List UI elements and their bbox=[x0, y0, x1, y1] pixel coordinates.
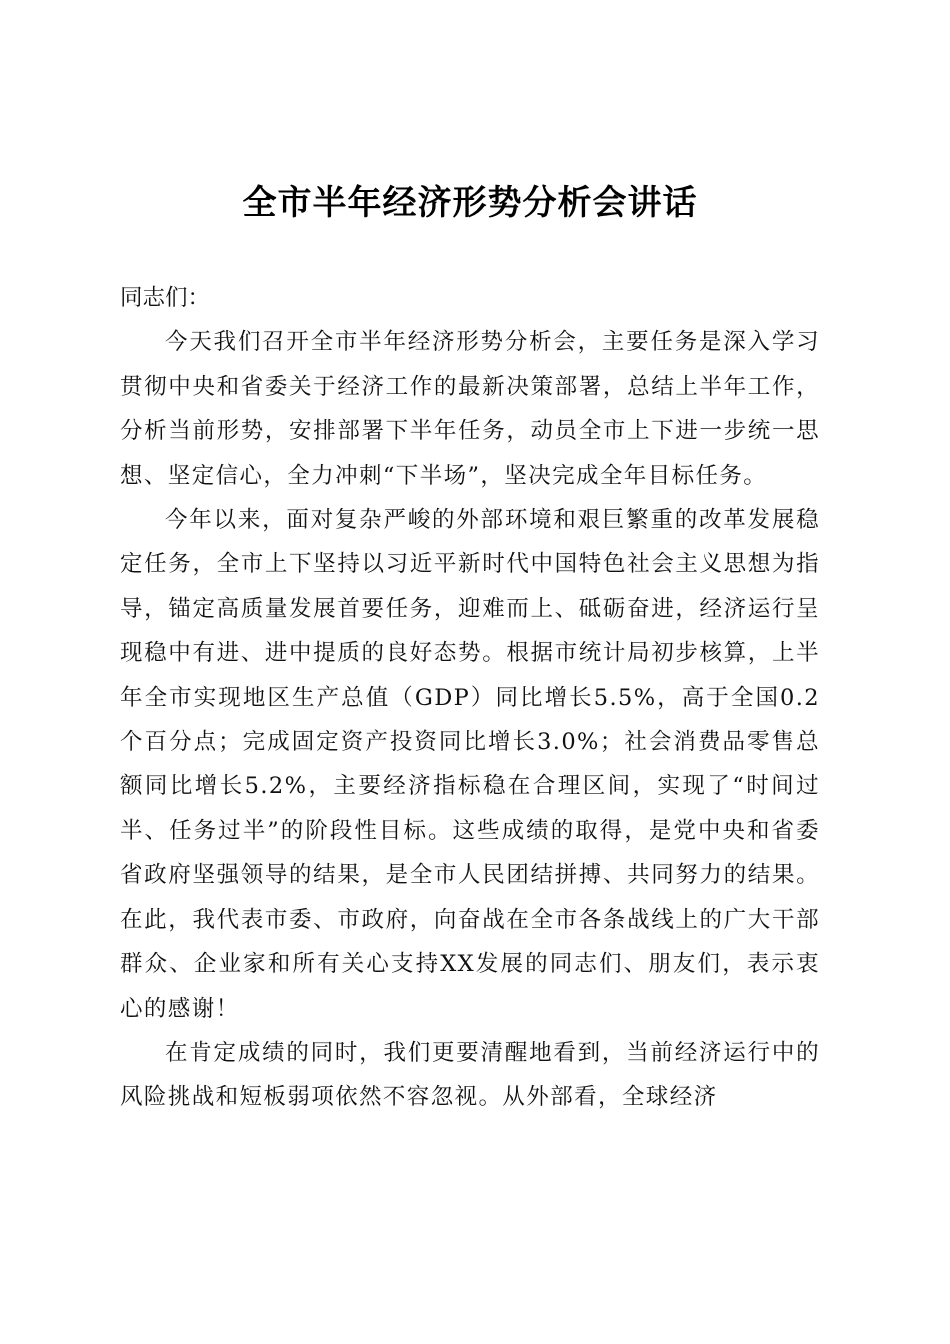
paragraph-3: 在肯定成绩的同时，我们更要清醒地看到，当前经济运行中的风险挑战和短板弱项依然不容忽视。从外部看，全球经济 bbox=[120, 1039, 820, 1111]
document-title: 全市半年经济形势分析会讲话 bbox=[242, 183, 698, 223]
paragraph-2: 今年以来，面对复杂严峻的外部环境和艰巨繁重的改革发展稳定任务，全市上下坚持以习近平新时代中国特色社会主义思想为指导，锚定高质量发展首要任务，迎难而上、砥砺奋进，经济运行呈现稳中有进、进中提质的良好态势。根据市统计局初步核算，上半年全市实现地区生产总值（GDP）同比增长5.5%，高于全国0.2个百分点；完成固定资产投资同比增长3.0%；社会消费品零售总额同比增长5.2%，主要经济指标稳在合理区间，实现了“时间过半、任务过半”的阶段性目标。这些成绩的取得，是党中央和省委省政府坚强领导的结果，是全市人民团结拼搏、共同努力的结果。在此，我代表市委、市政府，向奋战在全市各条战线上的广大干部群众、企业家和所有关心支持XX发展的同志们、朋友们，表示衷心的感谢！ bbox=[120, 507, 820, 1022]
salutation: 同志们： bbox=[120, 285, 211, 311]
document-body bbox=[120, 276, 820, 1120]
paragraph-1: 今天我们召开全市半年经济形势分析会，主要任务是深入学习贯彻中央和省委关于经济工作的最新决策部署，总结上半年工作，分析当前形势，安排部署下半年任务，动员全市上下进一步统一思想、坚定信心，全力冲刺“下半场”，坚决完成全年目标任务。 bbox=[120, 329, 820, 489]
